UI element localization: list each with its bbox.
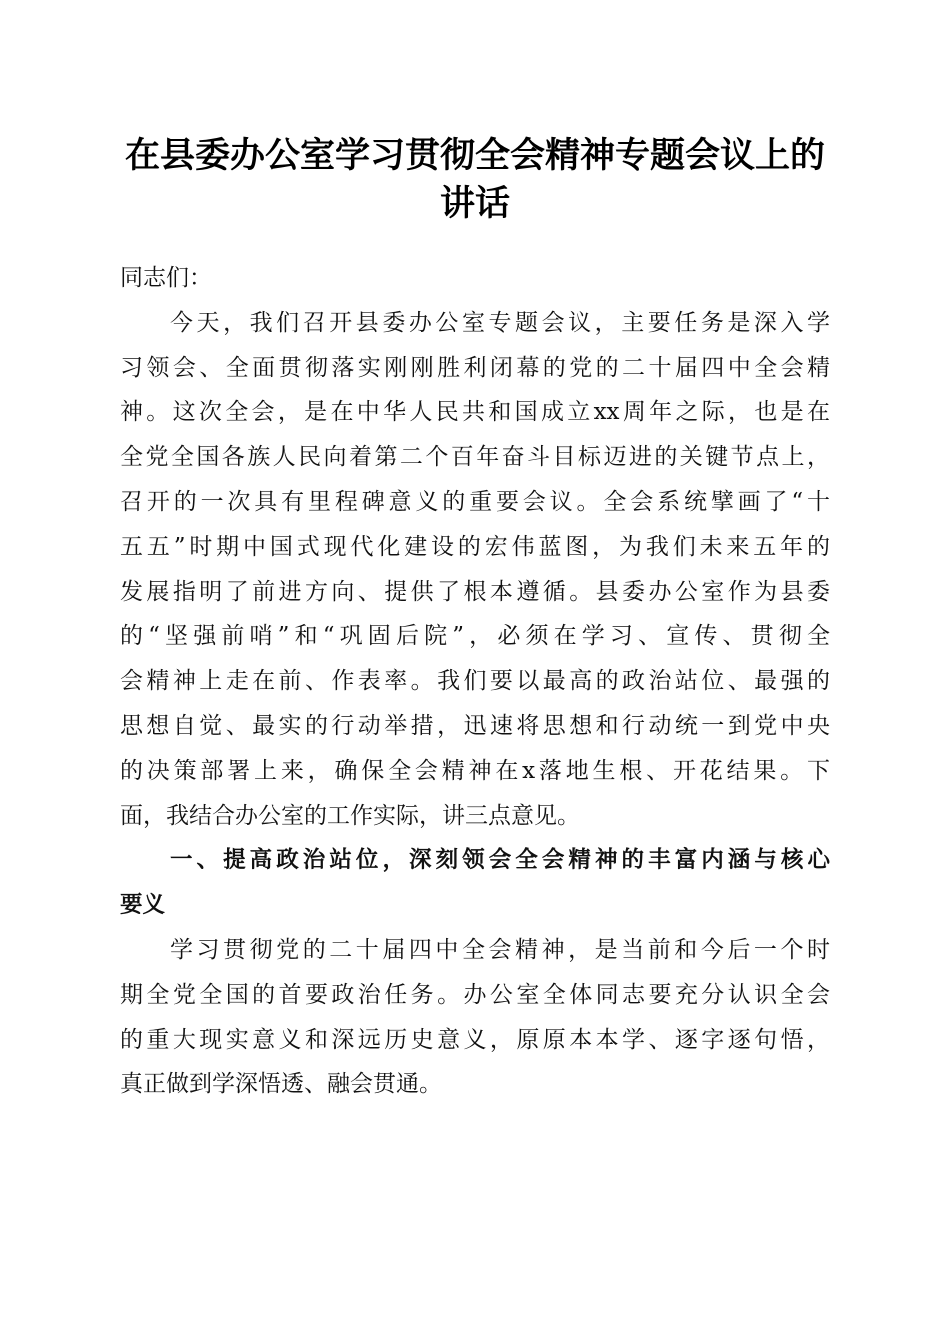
section-heading-1 <box>120 838 830 928</box>
document-title <box>110 132 840 228</box>
text-line: 的决策部署上来，确保全会精神在x落地生根、开花结果。下 <box>120 757 830 784</box>
text-line: 学习贯彻党的二十届四中全会精神，是当前和今后一个时 <box>170 936 830 963</box>
text-line: 发展指明了前进方向、提供了根本遵循。县委办公室作为县委 <box>120 578 830 605</box>
text-line: 的重大现实意义和深远历史意义，原原本本学、逐字逐句悟， <box>120 1026 830 1053</box>
text-line: 召开的一次具有里程碑意义的重要会议。全会系统擘画了“十 <box>120 488 830 515</box>
text-line: 会精神上走在前、作表率。我们要以最高的政治站位、最强的 <box>120 668 830 695</box>
paragraph-section-1 <box>120 928 830 1107</box>
text-line: 期全党全国的首要政治任务。办公室全体同志要充分认识全会 <box>120 981 830 1008</box>
document-body <box>120 256 830 1107</box>
heading-line: 一、提高政治站位，深刻领会全会精神的丰富内涵与核心 <box>170 847 830 874</box>
text-line: 全党全国各族人民向着第二个百年奋斗目标迈进的关键节点上， <box>120 444 830 471</box>
text-line: 的“坚强前哨”和“巩固后院”，必须在学习、宣传、贯彻全 <box>120 623 830 650</box>
paragraph-intro <box>120 301 830 839</box>
text-line: 面，我结合办公室的工作实际，讲三点意见。 <box>120 802 580 829</box>
text-line: 习领会、全面贯彻落实刚刚胜利闭幕的党的二十届四中全会精 <box>120 354 830 381</box>
salutation: 同志们： <box>120 265 212 291</box>
text-line: 真正做到学深悟透、融会贯通。 <box>120 1071 442 1098</box>
heading-line: 要义 <box>120 892 166 919</box>
text-line: 今天，我们召开县委办公室专题会议，主要任务是深入学 <box>170 309 830 336</box>
title-line: 讲话 <box>439 183 510 224</box>
text-line: 神。这次全会，是在中华人民共和国成立xx周年之际，也是在 <box>120 399 830 426</box>
text-line: 思想自觉、最实的行动举措，迅速将思想和行动统一到党中央 <box>120 712 830 739</box>
title-line: 在县委办公室学习贯彻全会精神专题会议上的 <box>124 135 825 176</box>
text-line: 五五”时期中国式现代化建设的宏伟蓝图，为我们未来五年的 <box>120 533 830 560</box>
